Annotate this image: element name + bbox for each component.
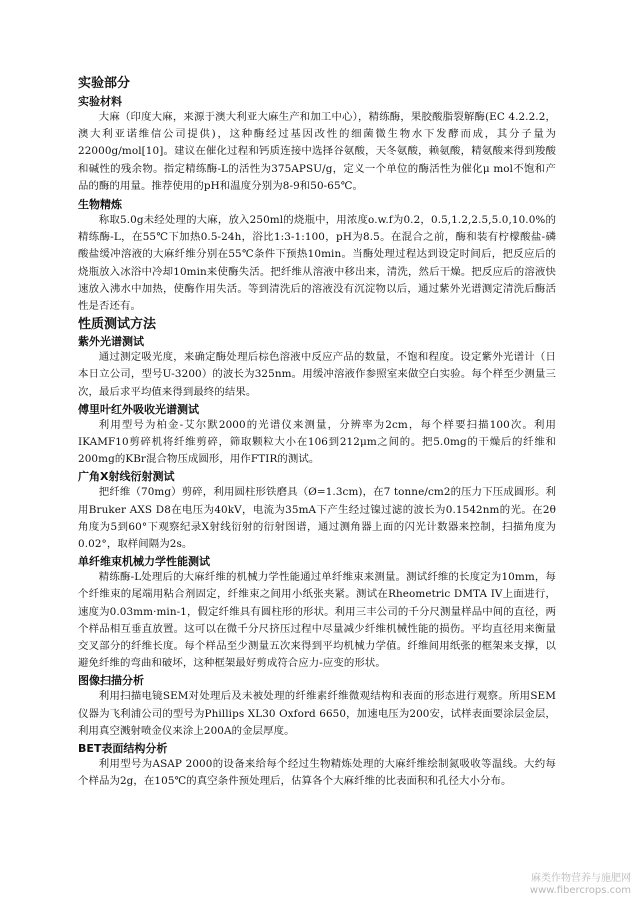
uv-heading: 紫外光谱测试: [78, 335, 144, 349]
document-body: [78, 76, 556, 791]
xrd-heading: 广角X射线衍射测试: [78, 470, 175, 484]
tensile-paragraph: 精练酶-L处理后的大麻纤维的机械力学性能通过单纤维束来测量。测试纤维的长度定为10mm，每个纤维束的尾端用粘合剂固定，纤维束之间用小纸张夹紧。测试在Rheometric DMTA IV上面进行，速度为0.03mm·min-1，假定纤维具有圆柱形的形状。利用三丰公司的千分尺测量样品中间的直径，两个样品相互垂直放置。这可以在微千分尺挤压过程中尽量减少纤维机械性能的损伤。平均直径用来衡量交叉部分的纤维长度。每个样品至少测量五次来得到平均机械力学值。纤维间用纸张的框架来支撑，以避免纤维的弯曲和破坏，这种框架最好剪成符合应力-应变的形状。: [78, 571, 556, 670]
sem-heading: 图像扫描分析: [78, 674, 144, 688]
site-watermark: [511, 873, 631, 897]
sem-paragraph: 利用扫描电镜SEM对处理后及未被处理的纤维素纤维微观结构和表面的形态进行观察。所用SEM仪器为飞利浦公司的型号为Phillips XL30 Oxford 6650，加速电压为200安，试样表面要涂层金层，利用真空溅射喷金仪来涂上200A的金层厚度。: [78, 690, 556, 737]
tensile-heading: 单纤维束机械力学性能测试: [78, 555, 210, 569]
bet-paragraph: 利用型号为ASAP 2000的设备来给每个经过生物精炼处理的大麻纤维绘制氮吸收等温线。大约每个样品为2g，在105℃的真空条件预处理后，估算各个大麻纤维的比表面积和孔径大小分布。: [78, 758, 556, 788]
xrd-paragraph: 把纤维（70mg）剪碎，利用圆柱形铁磨具（Ø=1.3cm)，在7 tonne/cm2的压力下压成圆形。利用Bruker AXS D8在电压为40kV，电流为35mA下产生经过镍过滤的波长为0.1542nm的光。在2θ角度为5到60°下观察纪录X射线衍射的衍射图谱，通过测角器上面的闪光计数器来控制，扫描角度为0.02°，取样间隔为2s。: [78, 486, 556, 551]
materials-heading: 实验材料: [78, 95, 122, 108]
ftir-paragraph: 利用型号为柏金-艾尔默2000的光谱仪来测量，分辨率为2cm，每个样要扫描100次。利用IKAMF10剪碎机将纤维剪碎，筛取颗粒大小在106到212μm之间的。把5.0mg的干燥后的纤维和200mg的KBr混合物压成圆形，用作FTIR的测试。: [78, 418, 556, 466]
materials-paragraph: 大麻（印度大麻，来源于澳大利亚大麻生产和加工中心），精练酶，果胶酸脂裂解酶(EC 4.2.2.2，澳大利亚诺维信公司提供)，这种酶经过基因改性的细菌微生物水下发酵而成，其分子量为22000g/mol[10]。建议在催化过程和钙质连接中选择谷氨酸，天冬氨酸，赖氨酸，精氨酸来得到羧酸和碱性的残余物。指定精练酶-L的活性为375APSU/g，定义一个单位的酶活性为催化μ mol不饱和产品的酶的用量。推荐使用的pH和温度分别为8-9和50-65℃。: [78, 111, 556, 192]
watermark-name: 麻类作物营养与施肥网: [531, 873, 631, 884]
bet-heading: BET表面结构分析: [78, 742, 168, 756]
section-title: 实验部分: [78, 76, 131, 91]
test-methods-heading: 性质测试方法: [78, 317, 157, 333]
uv-paragraph: 通过测定吸光度，来确定酶处理后棕色溶液中反应产品的数量，不饱和程度。设定紫外光谱计（日本日立公司，型号U-3200）的波长为325nm。用缓冲溶液作参照室来做空白实验。每个样至少测量三次，最后求平均值来得到最终的结果。: [78, 351, 556, 398]
watermark-url: www.fibercrops.com: [529, 885, 631, 896]
bio-scouring-heading: 生物精炼: [78, 198, 122, 212]
ftir-heading: 傅里叶红外吸收光谱测试: [78, 402, 199, 416]
bio-scouring-paragraph: 称取5.0g未经处理的大麻，放入250ml的烧瓶中，用浓度o.w.f为0.2，0.5,1.2,2.5,5.0,10.0%的精练酶-L，在55℃下加热0.5-24h，浴比1:3-1:100，pH为8.5。在混合之前，酶和装有柠檬酸盐-磷酸盐缓冲溶液的大麻纤维分别在55℃条件下预热10min。当酶处理过程达到设定时间后，把反应后的烧瓶放入冰浴中冷却10min来使酶失活。把纤维从溶液中移出来，清洗，然后干燥。把反应后的溶液快速放入沸水中加热，使酶作用失活。等到清洗后的溶液没有沉淀物以后，通过紫外光谱测定清洗后酶活性是否还有。: [78, 214, 556, 313]
